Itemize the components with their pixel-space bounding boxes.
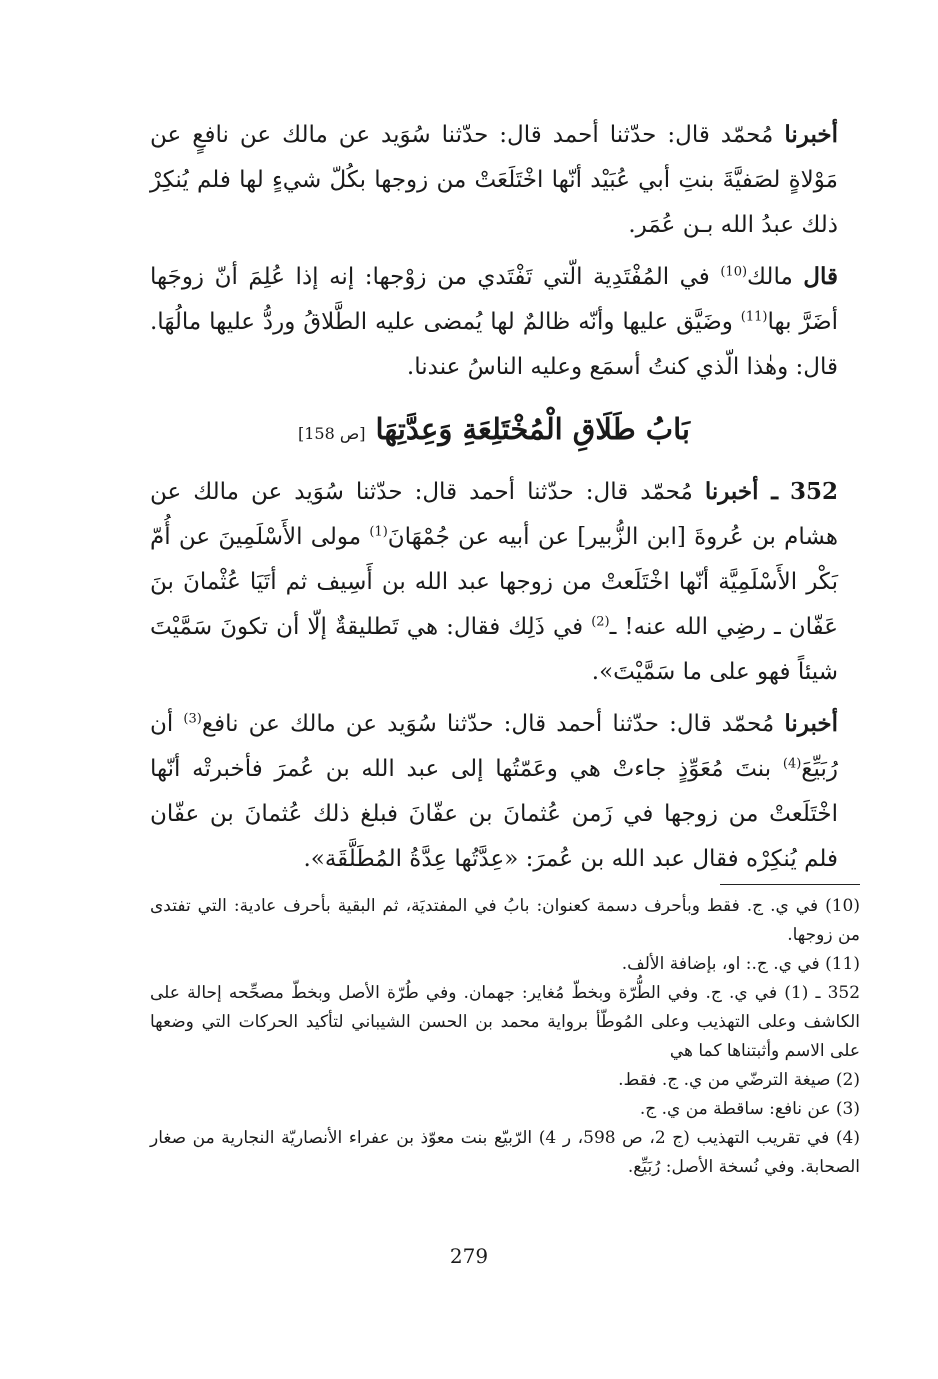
footnotes (150, 892, 860, 1182)
chapter-title: بَابُ طَلَاقِ الْمُخْتَلِعَةِ وَعِدَّتِهَا (375, 412, 691, 446)
paragraph-text: في ذَلِك فقال: هي تَطليقةٌ إلّا أن تكونَ سَمَّيْتَ شيئاً فهو على ما سَمَّيْتَ». (150, 614, 838, 685)
footnote-2 (150, 1066, 860, 1095)
hadith-number: 352 (789, 478, 838, 505)
footnote-352-1 (150, 979, 860, 1066)
paragraph-1 (150, 112, 838, 248)
lead-word: أخبرنا (784, 121, 838, 148)
paragraph-text: أن رُبَيِّعَ (150, 711, 838, 782)
footnote-text: في ي. ج.: او، بإضافة الألف. (621, 954, 826, 974)
lead-word: ـ أخبرنا (704, 478, 778, 505)
lead-word: أخبرنا (784, 710, 838, 737)
footnote-text: صيغة الترضّي من ي. ج. فقط. (618, 1070, 836, 1090)
paragraph-text: وضَيَّق عليها وأنّه ظالمٌ لها يُمضى عليه الطَّلاقُ وردُّ عليها مالُهَا. قال: وهٰذا الّذي كنتُ أسمَع وعليه الناسُ عندنا. (150, 309, 838, 380)
lead-word: قال (803, 263, 839, 290)
footnote-label: (3) (835, 1099, 860, 1119)
footnote-marker[interactable]: (10) (720, 264, 748, 280)
paragraph-text: مولى الأَسْلَمِينَ عن أُمّ بَكْر الأَسْلَمِيَّة أنّها اخْتَلَعتْ من زوجها عبد الله بن أَسِيف ثم أتَيَا عُثْمانَ بنَ عَفّان ـ رضِي الله عنه! ـ (150, 524, 838, 640)
footnote-4 (150, 1124, 860, 1182)
footnote-marker[interactable]: (11) (740, 309, 768, 325)
footnote-11 (150, 950, 860, 979)
page-number: 279 (449, 1244, 489, 1268)
paragraph-text: مُحمّد قال: حدّثنا أحمد قال: حدّثنا سُوَيد عن مالك عن هشام بن عُروةَ [ابن الزُّبير] عن أبيه عن جُمْهَانَ (150, 479, 838, 550)
footnote-label: 352 ـ (1) (784, 983, 861, 1003)
hadith-352 (150, 469, 838, 695)
footnote-text: في ي. ج. فقط وبأحرف دسمة كعنوان: بابُ في المفتديَة، ثم البقية بأحرف عادية: التي تفتدى من زوجها. (150, 896, 860, 945)
footnote-label: (4) (835, 1128, 861, 1148)
footnote-marker[interactable]: (3) (183, 711, 202, 727)
paragraph-text: في المُفْتَدِية الّتي تَفْتَدي من زوْجها: إنه إذا عُلِمَ أنّ زوجَها أضَرَّ بها (150, 264, 838, 335)
paragraph-text: مالك (747, 264, 804, 290)
chapter-heading (150, 404, 838, 459)
footnote-3 (150, 1095, 860, 1124)
footnote-label: (11) (825, 954, 860, 974)
footnote-separator (720, 884, 860, 885)
footnote-text: في ي. ج. وفي الطُّرّة وبخطّ مُغاير: جهمان. وفي طُرّة الأصل وبخطّ مصحِّحه إحالة على الكاشف وعلى التهذيب وعلى المُوطّأ برواية محمد بن الحسن الشيباني لتأكيد الحركات التي وضعها على الاسم وأثبتناها كما هي (150, 983, 860, 1061)
paragraph-4 (150, 701, 838, 882)
footnote-text: عن نافع: ساقطة من ي. ج. (639, 1099, 836, 1119)
footnote-marker[interactable]: (4) (782, 756, 802, 772)
page-reference: [ص 158] (297, 424, 366, 443)
paragraph-text: مُحمّد قال: حدّثنا أحمد قال: حدّثنا سُوَيد عن مالك عن نافع (201, 711, 785, 737)
footnote-label: (2) (835, 1070, 860, 1090)
footnote-label: (10) (825, 896, 860, 916)
paragraph-2 (150, 254, 838, 390)
footnote-marker[interactable]: (1) (369, 524, 388, 540)
footnote-10 (150, 892, 860, 950)
footnote-marker[interactable]: (2) (591, 614, 610, 630)
main-text (150, 112, 838, 888)
paragraph-text: بنتَ مُعَوِّذٍ جاءتْ هي وعَمّتُها إلى عبد الله بن عُمرَ فأخبرتْه أنّها اخْتَلَعتْ من زوجها في زَمن عُثمانَ بن عفّانَ فبلغ ذلك عُثمانَ بن عفّان فلم يُنكِرْه فقال عبد الله بن عُمرَ: «عِدَّتُها عِدَّةُ المُطَلَّقَة». (150, 756, 838, 872)
paragraph-text: مُحمّد قال: حدّثنا أحمد قال: حدّثنا سُوَيد عن مالك عن نافعٍ عن مَوْلاةٍ لصَفيَّةَ بنتِ أبي عُبَيْد أنّها اخْتَلَعَتْ من زوجها بكُلّ شيءٍ لها فلم يُنكِرْ ذلك عبدُ الله بـن عُمَر. (150, 122, 838, 238)
footnote-text: في تقريب التهذيب (ج 2، ص 598، ر 4) الرّبيّع بنت معوّذ بن عفراء الأنصاريّة النجارية من صغار الصحابة. وفي نُسخة الأصل: رُبَيِّع. (150, 1128, 860, 1177)
